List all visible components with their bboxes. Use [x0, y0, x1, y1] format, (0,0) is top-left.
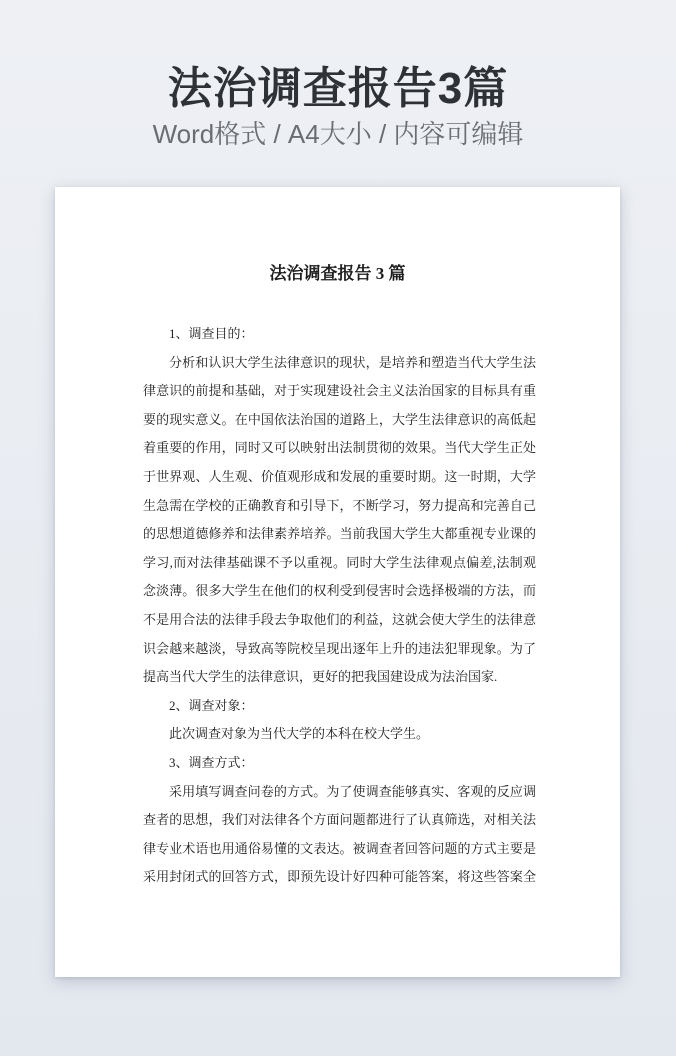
- document-line: 不是用合法的法律手段去争取他们的利益，这就会使大学生的法律意: [143, 611, 536, 627]
- document-line: 着重要的作用，同时又可以映射出法制贯彻的效果。当代大学生正处: [143, 440, 536, 456]
- document-page-preview: [55, 187, 620, 977]
- document-line: 要的现实意义。在中国依法治国的道路上，大学生法律意识的高低起: [143, 411, 536, 427]
- document-line: 2、调查对象：: [169, 697, 254, 713]
- document-line: 念淡薄。很多大学生在他们的权利受到侵害时会选择极端的方法，而: [143, 583, 536, 599]
- page-subtitle: Word格式 / A4大小 / 内容可编辑: [152, 119, 524, 149]
- document-line: 采用封闭式的回答方式，即预先设计好四种可能答案，将这些答案全: [143, 869, 536, 885]
- document-body: [143, 320, 536, 892]
- page-title: 法治调查报告3篇: [167, 64, 509, 113]
- document-line: 识会越来越淡，导致高等院校呈现出逐年上升的违法犯罪现象。为了: [143, 640, 536, 656]
- document-line: 于世界观、人生观、价值观形成和发展的重要时期。这一时期，大学: [143, 468, 536, 484]
- document-line: 学习,而对法律基础课不予以重视。同时大学生法律观点偏差,法制观: [143, 554, 536, 570]
- document-line: 的思想道德修养和法律素养培养。当前我国大学生大都重视专业课的: [143, 526, 536, 542]
- document-line: 分析和认识大学生法律意识的现状，是培养和塑造当代大学生法: [169, 354, 536, 370]
- document-line: 提高当代大学生的法律意识，更好的把我国建设成为法治国家.: [143, 669, 498, 685]
- document-title: 法治调查报告 3 篇: [269, 264, 406, 283]
- document-line: 1、调查目的：: [169, 326, 254, 341]
- document-line: 生急需在学校的正确教育和引导下，不断学习，努力提高和完善自己: [143, 497, 536, 513]
- document-line: 此次调查对象为当代大学的本科在校大学生。: [169, 726, 430, 742]
- document-line: 采用填写调查问卷的方式。为了使调查能够真实、客观的反应调: [169, 783, 536, 799]
- document-line: 律意识的前提和基础，对于实现建设社会主义法治国家的目标具有重: [143, 383, 536, 399]
- document-line: 3、调查方式：: [169, 754, 254, 770]
- document-line: 律专业术语也用通俗易懂的文表达。被调查者回答问题的方式主要是: [143, 840, 536, 856]
- site-header: [0, 0, 676, 149]
- document-line: 查者的思想，我们对法律各个方面问题都进行了认真筛选，对相关法: [143, 812, 536, 828]
